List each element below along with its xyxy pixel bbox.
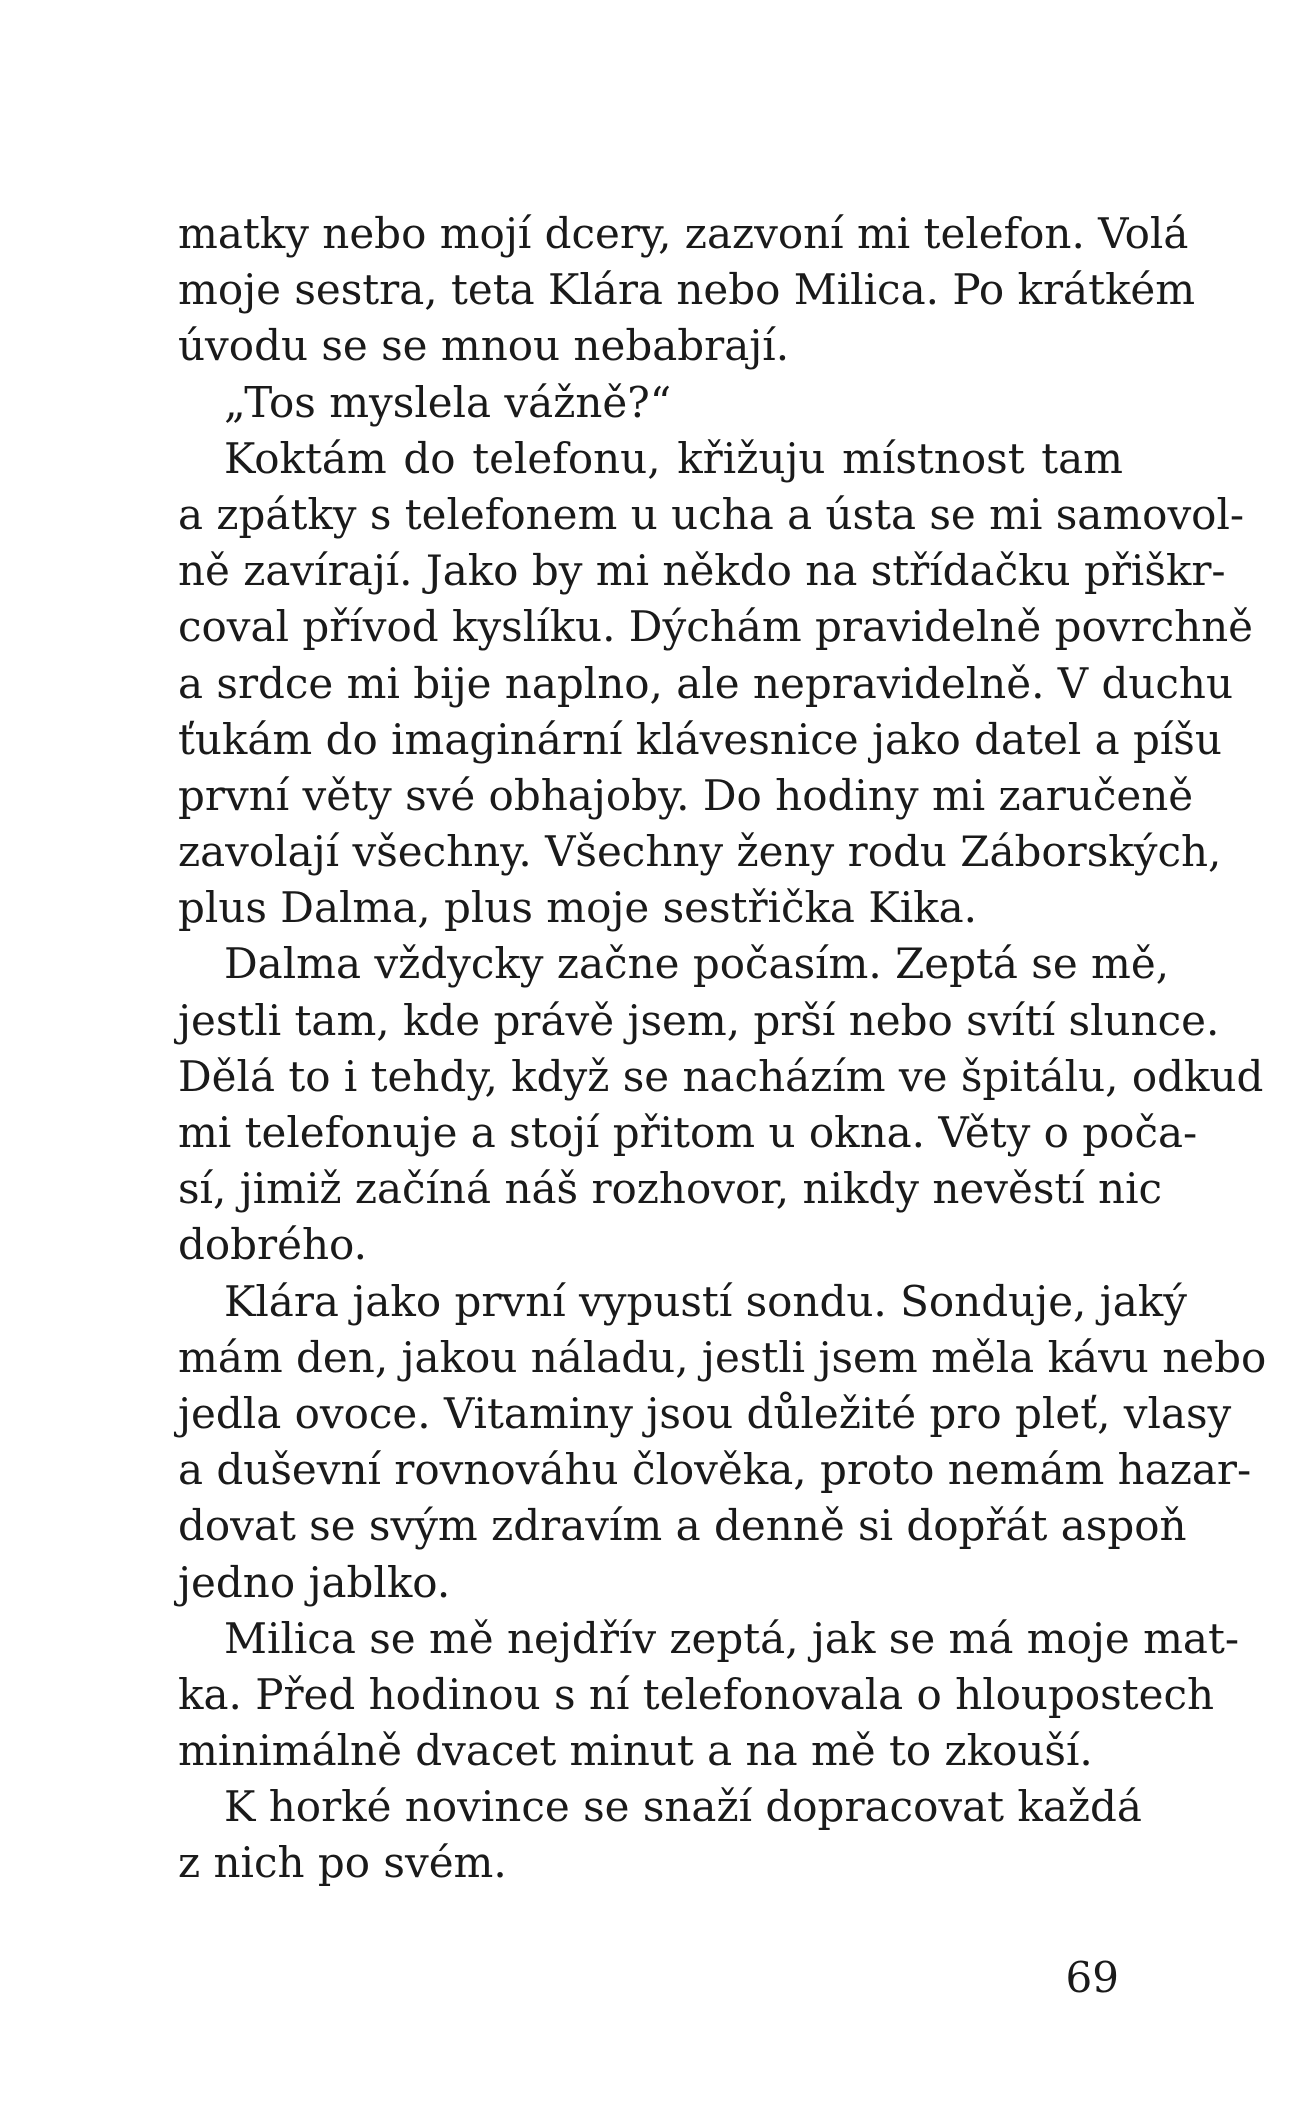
text-line: minimálně dvacet minut a na mě to zkouší. (178, 1726, 1093, 1776)
text-line: jestli tam, kde právě jsem, prší nebo svítí slunce. (178, 995, 1220, 1045)
page-number: 69 (1065, 1953, 1119, 2002)
text-line: ně zavírají. Jako by mi někdo na střídačku přiškr- (178, 546, 1226, 596)
text-line: a zpátky s telefonem u ucha a ústa se mi samovol- (178, 489, 1245, 539)
text-line: úvodu se se mnou nebabrají. (178, 321, 790, 371)
text-line: Dalma vždycky začne počasím. Zeptá se mě, (224, 939, 1170, 989)
text-line: ka. Před hodinou s ní telefonovala o hloupostech (178, 1669, 1215, 1719)
text-line: jedno jablko. (178, 1557, 451, 1607)
text-line: Dělá to i tehdy, když se nacházím ve špitálu, odkud (178, 1051, 1264, 1101)
text-line: sí, jimiž začíná náš rozhovor, nikdy nevěstí nic (178, 1164, 1163, 1214)
text-line: coval přívod kyslíku. Dýchám pravidelně povrchně (178, 602, 1254, 652)
text-line: první věty své obhajoby. Do hodiny mi zaručeně (178, 770, 1194, 820)
text-line: zavolají všechny. Všechny ženy rodu Záborských, (178, 827, 1222, 877)
text-line: moje sestra, teta Klára nebo Milica. Po krátkém (178, 265, 1196, 315)
text-line: dobrého. (178, 1220, 367, 1270)
text-line: Koktám do telefonu, křižuju místnost tam (224, 433, 1123, 483)
body-text (178, 206, 1267, 1892)
text-line: Milica se mě nejdřív zeptá, jak se má moje mat- (224, 1613, 1240, 1663)
text-line: plus Dalma, plus moje sestřička Kika. (178, 883, 977, 933)
text-line: dovat se svým zdravím a denně si dopřát aspoň (178, 1501, 1187, 1551)
text-line: K horké novince se snaží dopracovat každá (224, 1782, 1142, 1832)
text-line: mi telefonuje a stojí přitom u okna. Věty o poča- (178, 1108, 1198, 1157)
text-line: ťukám do imaginární klávesnice jako datel a píšu (178, 714, 1222, 764)
text-line: jedla ovoce. Vitaminy jsou důležité pro pleť, vlasy (178, 1388, 1232, 1438)
text-line: Klára jako první vypustí sondu. Sonduje, jaký (224, 1276, 1187, 1326)
text-line: matky nebo mojí dcery, zazvoní mi telefon. Volá (178, 209, 1189, 258)
text-line: a srdce mi bije naplno, ale nepravidelně. V duchu (178, 658, 1234, 708)
text-line: mám den, jakou náladu, jestli jsem měla kávu nebo (178, 1332, 1267, 1382)
text-line: z nich po svém. (178, 1838, 507, 1888)
text-line: a duševní rovnováhu člověka, proto nemám hazar- (178, 1445, 1252, 1495)
text-line: „Tos myslela vážně?“ (224, 377, 672, 427)
